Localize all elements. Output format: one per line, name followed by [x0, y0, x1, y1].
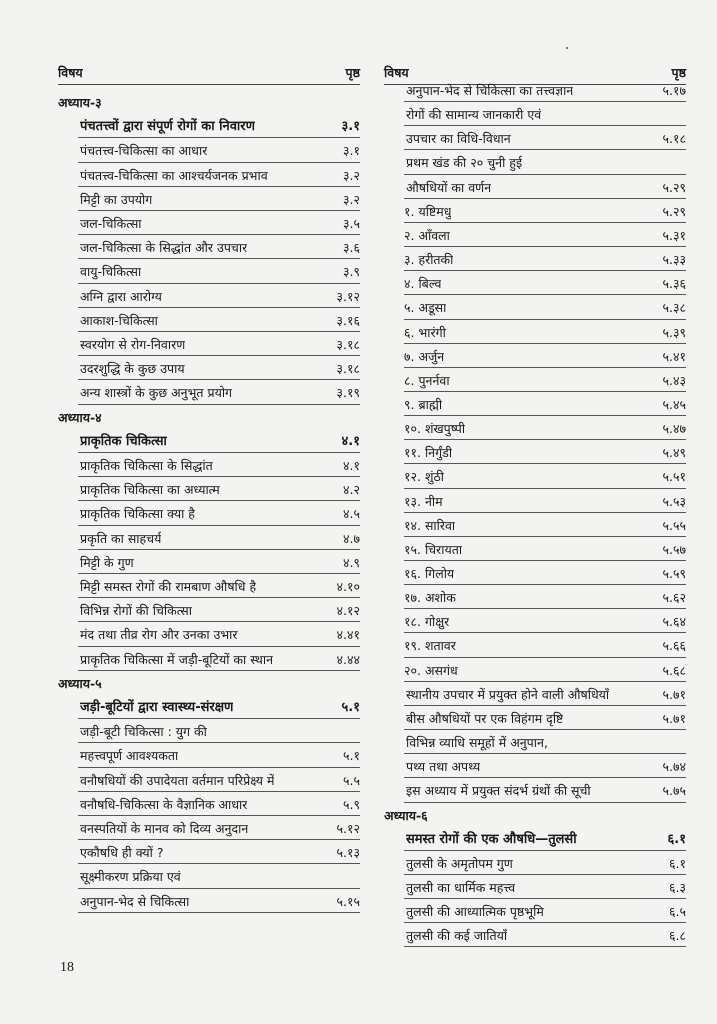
- toc-entry: [384, 539, 686, 561]
- entry-page: ४.४४: [336, 651, 360, 667]
- entry-rule: [78, 839, 360, 840]
- entry-rule: [404, 101, 686, 102]
- entry-page: ५.५९: [662, 566, 686, 581]
- entry-title: औषधियों का वर्णन: [406, 179, 492, 195]
- toc-entry: [58, 310, 360, 332]
- entry-title: जड़ी-बूटियों द्वारा स्वास्थ्य-संरक्षण: [80, 700, 234, 715]
- toc-entry: [58, 794, 360, 816]
- entry-rule: [404, 632, 686, 633]
- entry-title: ४. बिल्व: [404, 276, 442, 292]
- toc-entry: [384, 901, 686, 923]
- toc-entry: [58, 552, 360, 574]
- entry-page: ५.३८: [662, 300, 686, 316]
- entry-rule: [404, 174, 686, 175]
- entry-rule: [404, 294, 686, 295]
- entry-page: ३.१९: [336, 385, 360, 401]
- entry-rule: [404, 729, 686, 730]
- entry-title: १४. सारिवा: [404, 517, 456, 533]
- toc-entry: [58, 334, 360, 356]
- entry-page: ४.२: [343, 482, 360, 498]
- entry-title: पंचतत्त्वों द्वारा संपूर्ण रोगों का निवारण: [80, 119, 256, 135]
- entry-page: ५.१५: [336, 893, 360, 909]
- entry-rule: [404, 584, 686, 585]
- entry-page: ५.५७: [662, 541, 686, 557]
- entry-title: विभिन्न व्याधि समूहों में अनुपान,: [406, 735, 548, 751]
- entry-title: आकाश-चिकित्सा: [80, 312, 158, 328]
- entry-rule: [404, 536, 686, 537]
- toc-entry: [384, 925, 686, 947]
- entry-rule: [404, 343, 686, 344]
- entry-page: ५.४७: [662, 421, 686, 437]
- entry-page: ३.१८: [336, 337, 360, 352]
- toc-entry: [384, 442, 686, 464]
- entry-title: प्राकृतिक चिकित्सा में जड़ी-बूटियों का स्थान: [80, 651, 274, 667]
- entry-title: तुलसी के अमृतोपम गुण: [406, 855, 513, 871]
- toc-entry: [384, 515, 686, 537]
- entry-rule: [78, 791, 360, 792]
- entry-title: अनुपान-भेद से चिकित्सा: [80, 893, 190, 909]
- toc-entry: [58, 382, 360, 404]
- entry-page: ४.४१: [336, 627, 360, 643]
- entry-title: १९. शतावर: [404, 638, 456, 654]
- toc-entry: [384, 708, 686, 730]
- entry-page: ४.१: [343, 458, 360, 473]
- entry-page: ५.९: [343, 796, 360, 812]
- entry-title: एकौषधि ही क्यों ?: [80, 845, 164, 861]
- subject-heading: विषय: [384, 65, 409, 80]
- entry-rule: [404, 777, 686, 778]
- entry-rule: [404, 657, 686, 658]
- chapter-title: [58, 697, 360, 719]
- entry-rule: [404, 705, 686, 706]
- entry-page: ५.६२: [662, 590, 686, 606]
- entry-page: ४.७: [343, 530, 360, 546]
- entry-page: ५.५: [343, 772, 360, 788]
- entry-title: २. आँवला: [404, 227, 450, 243]
- entry-page: ४.१०: [336, 579, 360, 594]
- entry-page: ४.१: [341, 433, 360, 449]
- entry-rule: [78, 355, 360, 356]
- entry-page: ५.१२: [336, 821, 360, 836]
- toc-entry: [58, 261, 360, 283]
- entry-title: अध्याय-५: [58, 675, 102, 691]
- entry-rule: [404, 922, 686, 923]
- toc-entry: [58, 528, 360, 550]
- chapter-title: [58, 431, 360, 453]
- entry-title: अध्याय-४: [58, 409, 102, 425]
- entry-title: बीस औषधियों पर एक विहंगम दृष्टि: [406, 710, 564, 726]
- toc-entry: [384, 563, 686, 585]
- entry-title: रोगों की सामान्य जानकारी एवं: [406, 107, 542, 123]
- toc-entry: [384, 418, 686, 440]
- entry-page: ५.७५: [662, 783, 686, 799]
- entry-rule: [404, 802, 686, 803]
- entry-title: प्रथम खंड की २० चुनी हुई: [406, 155, 523, 171]
- entry-title: जड़ी-बूटी चिकित्सा : युग की: [80, 724, 207, 740]
- entry-title: ८. पुनर्नवा: [404, 372, 450, 388]
- entry-rule: [404, 125, 686, 126]
- entry-title: उपचार का विधि-विधान: [406, 131, 511, 147]
- entry-rule: [78, 597, 360, 598]
- entry-rule: [78, 452, 360, 453]
- entry-rule: [78, 815, 360, 816]
- entry-rule: [78, 912, 360, 913]
- toc-entry: [58, 891, 360, 913]
- entry-title: उदरशुद्धि के कुछ उपाय: [80, 361, 185, 377]
- entry-title: इस अध्याय में प्रयुक्त संदर्भ ग्रंथों की सूची: [406, 783, 591, 799]
- toc-entry: [384, 660, 686, 682]
- entry-title: ५. अडूसा: [404, 300, 447, 316]
- toc-entry: [384, 128, 686, 150]
- entry-page: ६.३: [669, 879, 686, 895]
- entry-rule: [78, 500, 360, 501]
- entry-title: स्थानीय उपचार में प्रयुक्त होने वाली औषधियाँ: [406, 686, 610, 702]
- entry-rule: [78, 670, 360, 671]
- entry-page: ३.१२: [336, 288, 360, 304]
- chapter-label: [58, 92, 360, 114]
- entry-title: ९. ब्राह्मी: [404, 396, 443, 412]
- entry-title: ७. अर्जुन: [404, 348, 445, 364]
- entry-rule: [78, 742, 360, 743]
- page-heading: पृष्ठ: [671, 65, 686, 80]
- toc-entry: [58, 866, 360, 888]
- entry-title: तुलसी का धार्मिक महत्त्व: [406, 879, 516, 895]
- entry-title: प्राकृतिक चिकित्सा: [80, 433, 167, 449]
- left-header: [58, 64, 360, 82]
- entry-title: प्राकृतिक चिकित्सा क्या है: [80, 506, 195, 522]
- entry-page: ५.२९: [662, 203, 686, 219]
- entry-title: समस्त रोगों की एक औषधि—तुलसी: [406, 831, 577, 847]
- toc-entry: [58, 624, 360, 646]
- entry-page: ५.४१: [662, 348, 686, 364]
- toc-entry: [384, 297, 686, 319]
- chapter-title: [384, 829, 686, 851]
- entry-page: ५.१३: [336, 845, 360, 861]
- toc-entry: [384, 249, 686, 271]
- entry-title: जल-चिकित्सा के सिद्धांत और उपचार: [80, 240, 248, 256]
- entry-title: ११. निर्गुंडी: [404, 445, 453, 461]
- toc-entry: [58, 358, 360, 380]
- entry-rule: [78, 210, 360, 211]
- entry-rule: [78, 767, 360, 768]
- entry-title: पंचतत्त्व-चिकित्सा का आधार: [80, 143, 208, 159]
- toc-entry: [58, 455, 360, 477]
- entry-rule: [78, 646, 360, 647]
- entry-rule: [78, 525, 360, 526]
- entry-page: ५.७१: [662, 710, 686, 726]
- entry-title: पथ्य तथा अपथ्य: [406, 759, 481, 775]
- toc-entry: [384, 322, 686, 344]
- entry-page: ५.१: [341, 700, 360, 715]
- entry-page: ५.६८: [662, 662, 686, 678]
- entry-page: ५.३६: [662, 276, 686, 292]
- toc-entry: [58, 818, 360, 840]
- chapter-label: [58, 673, 360, 695]
- toc-entry: [384, 877, 686, 899]
- entry-page: ३.६: [343, 240, 360, 256]
- entry-page: ५.३३: [662, 252, 686, 268]
- entry-title: प्राकृतिक चिकित्सा के सिद्धांत: [80, 458, 213, 473]
- entry-rule: [404, 898, 686, 899]
- entry-rule: [404, 753, 686, 754]
- toc-entry: [384, 273, 686, 295]
- entry-title: १३. नीम: [404, 493, 443, 509]
- entry-title: १२. शुंठी: [404, 469, 444, 485]
- ink-dot: [566, 47, 568, 49]
- entry-page: ३.१: [343, 143, 360, 159]
- toc-entry: [384, 684, 686, 706]
- toc-entry: [58, 213, 360, 235]
- entry-rule: [78, 137, 360, 138]
- entry-title: मिट्टी समस्त रोगों की रामबाण औषधि है: [80, 579, 257, 594]
- entry-title: वनस्पतियों के मानव को दिव्य अनुदान: [80, 821, 249, 836]
- entry-rule: [404, 198, 686, 199]
- entry-title: २०. असगंध: [404, 662, 458, 678]
- toc-entry: [384, 370, 686, 392]
- entry-page: ५.१८: [662, 131, 686, 147]
- entry-page: ६.८: [669, 928, 686, 944]
- entry-rule: [404, 946, 686, 947]
- entry-title: पंचतत्त्व-चिकित्सा का आश्चर्यजनक प्रभाव: [80, 167, 268, 183]
- entry-page: ४.५: [343, 506, 360, 522]
- page-number: 18: [60, 960, 74, 975]
- entry-rule: [404, 850, 686, 851]
- toc-entry: [58, 165, 360, 187]
- toc-entry: [384, 346, 686, 368]
- entry-title: तुलसी की कई जातियाँ: [406, 928, 508, 944]
- toc-entry: [384, 853, 686, 875]
- entry-rule: [404, 512, 686, 513]
- entry-rule: [78, 549, 360, 550]
- toc-entry: [58, 140, 360, 162]
- entry-rule: [78, 863, 360, 864]
- toc-entry: [58, 286, 360, 308]
- entry-rule: [78, 718, 360, 719]
- entry-rule: [78, 186, 360, 187]
- entry-rule: [404, 488, 686, 489]
- toc-entry: [384, 732, 686, 754]
- entry-page: ६.१: [669, 855, 686, 871]
- entry-rule: [404, 560, 686, 561]
- entry-title: अध्याय-३: [58, 95, 102, 110]
- toc-entry: [58, 600, 360, 622]
- toc-entry: [384, 201, 686, 223]
- entry-page: ३.२: [343, 191, 360, 207]
- entry-rule: [78, 621, 360, 622]
- toc-entry: [384, 611, 686, 633]
- entry-page: ३.१: [341, 119, 360, 135]
- entry-rule: [404, 681, 686, 682]
- toc-entry: [384, 466, 686, 488]
- entry-page: ३.९: [343, 264, 360, 280]
- entry-rule: [404, 391, 686, 392]
- entry-rule: [78, 162, 360, 163]
- toc-entry: [58, 479, 360, 501]
- entry-rule: [78, 476, 360, 477]
- entry-title: वनौषधि-चिकित्सा के वैज्ञानिक आधार: [80, 796, 248, 812]
- entry-page: ६.१: [667, 831, 686, 847]
- entry-title: अग्नि द्वारा आरोग्य: [80, 288, 162, 304]
- entry-page: ३.५: [343, 216, 360, 231]
- entry-rule: [404, 149, 686, 150]
- entry-rule: [78, 379, 360, 380]
- toc-entry: [58, 721, 360, 743]
- entry-rule: [404, 874, 686, 875]
- entry-title: ६. भारंगी: [404, 324, 446, 340]
- entry-title: अन्य शास्त्रों के कुछ अनुभूत प्रयोग: [80, 385, 233, 401]
- entry-title: मिट्टी का उपयोग: [80, 191, 153, 207]
- entry-rule: [404, 222, 686, 223]
- toc-entry: [58, 503, 360, 525]
- entry-page: ५.५३: [662, 493, 686, 509]
- entry-rule: [404, 463, 686, 464]
- subject-heading: विषय: [58, 65, 83, 80]
- header-rule: [58, 84, 360, 85]
- entry-title: ३. हरीतकी: [404, 252, 454, 268]
- toc-entry: [58, 576, 360, 598]
- entry-page: ४.९: [343, 554, 360, 570]
- entry-title: प्रकृति का साहचर्य: [80, 530, 162, 546]
- entry-page: ३.१८: [336, 361, 360, 377]
- toc-entry: [58, 237, 360, 259]
- entry-page: ५.३१: [662, 227, 686, 243]
- entry-page: ५.४५: [662, 396, 686, 412]
- toc-entry: [384, 177, 686, 199]
- entry-rule: [404, 367, 686, 368]
- entry-rule: [404, 608, 686, 609]
- toc-entry: [384, 394, 686, 416]
- entry-rule: [404, 439, 686, 440]
- entry-title: सूक्ष्मीकरण प्रक्रिया एवं: [80, 869, 181, 885]
- entry-title: वायु-चिकित्सा: [80, 264, 142, 280]
- entry-page: ५.५५: [662, 517, 686, 533]
- toc-entry: [58, 770, 360, 792]
- entry-rule: [78, 234, 360, 235]
- entry-title: मिट्टी के गुण: [80, 554, 134, 570]
- toc-entry: [384, 587, 686, 609]
- entry-page: ५.७१: [662, 686, 686, 702]
- entry-title: महत्त्वपूर्ण आवश्यकता: [80, 748, 179, 764]
- entry-title: वनौषधियों की उपादेयता वर्तमान परिप्रेक्ष्य में: [80, 772, 275, 788]
- entry-page: ४.१२: [336, 603, 360, 619]
- chapter-title: [58, 116, 360, 138]
- entry-title: जल-चिकित्सा: [80, 216, 142, 231]
- entry-title: १८. गोक्षुर: [404, 614, 450, 630]
- chapter-label: [384, 805, 686, 827]
- entry-page: ५.४३: [662, 372, 686, 388]
- entry-rule: [78, 404, 360, 405]
- entry-rule: [404, 415, 686, 416]
- entry-rule: [404, 246, 686, 247]
- entry-rule: [78, 331, 360, 332]
- entry-title: अध्याय-६: [384, 807, 428, 823]
- toc-entry: [384, 635, 686, 657]
- entry-title: मंद तथा तीव्र रोग और उनका उभार: [80, 627, 238, 643]
- toc-entry: [58, 842, 360, 864]
- toc-entry: [384, 225, 686, 247]
- entry-title: १. यष्टिमधु: [404, 203, 452, 219]
- toc-entry: [384, 80, 686, 102]
- entry-rule: [78, 258, 360, 259]
- entry-rule: [404, 270, 686, 271]
- entry-title: प्राकृतिक चिकित्सा का अध्यात्म: [80, 482, 220, 498]
- entry-page: ५.२९: [662, 179, 686, 195]
- entry-title: १०. शंखपुष्पी: [404, 421, 466, 437]
- entry-title: तुलसी की आध्यात्मिक पृष्ठभूमि: [406, 904, 544, 920]
- entry-rule: [78, 283, 360, 284]
- chapter-label: [58, 407, 360, 429]
- entry-rule: [78, 573, 360, 574]
- toc-entry: [384, 491, 686, 513]
- entry-title: अनुपान-भेद से चिकित्सा का तत्त्वज्ञान: [406, 83, 574, 98]
- entry-page: ६.५: [669, 904, 686, 920]
- entry-title: स्वरयोग से रोग-निवारण: [80, 337, 186, 352]
- page-heading: पृष्ठ: [345, 65, 360, 80]
- entry-title: १७. अशोक: [404, 590, 456, 606]
- toc-entry: [58, 745, 360, 767]
- entry-rule: [78, 888, 360, 889]
- entry-page: ५.४९: [662, 445, 686, 461]
- entry-title: १५. चिरायता: [404, 541, 463, 557]
- entry-rule: [404, 319, 686, 320]
- entry-page: ५.७४: [662, 759, 686, 775]
- toc-entry: [384, 104, 686, 126]
- toc-entry: [58, 189, 360, 211]
- toc-entry: [384, 780, 686, 802]
- entry-title: विभिन्न रोगों की चिकित्सा: [80, 603, 192, 619]
- entry-page: ५.५१: [662, 469, 686, 485]
- entry-page: ५.१७: [662, 83, 686, 98]
- entry-page: ३.२: [343, 167, 360, 183]
- toc-entry: [384, 152, 686, 174]
- entry-page: ५.६६: [662, 638, 686, 654]
- entry-page: ५.३९: [662, 324, 686, 340]
- entry-page: ५.१: [343, 748, 360, 764]
- toc-entry: [58, 649, 360, 671]
- entry-page: ३.१६: [336, 312, 360, 328]
- entry-page: ५.६४: [662, 614, 686, 630]
- toc-entry: [384, 756, 686, 778]
- entry-title: १६. गिलोय: [404, 566, 455, 581]
- entry-rule: [78, 307, 360, 308]
